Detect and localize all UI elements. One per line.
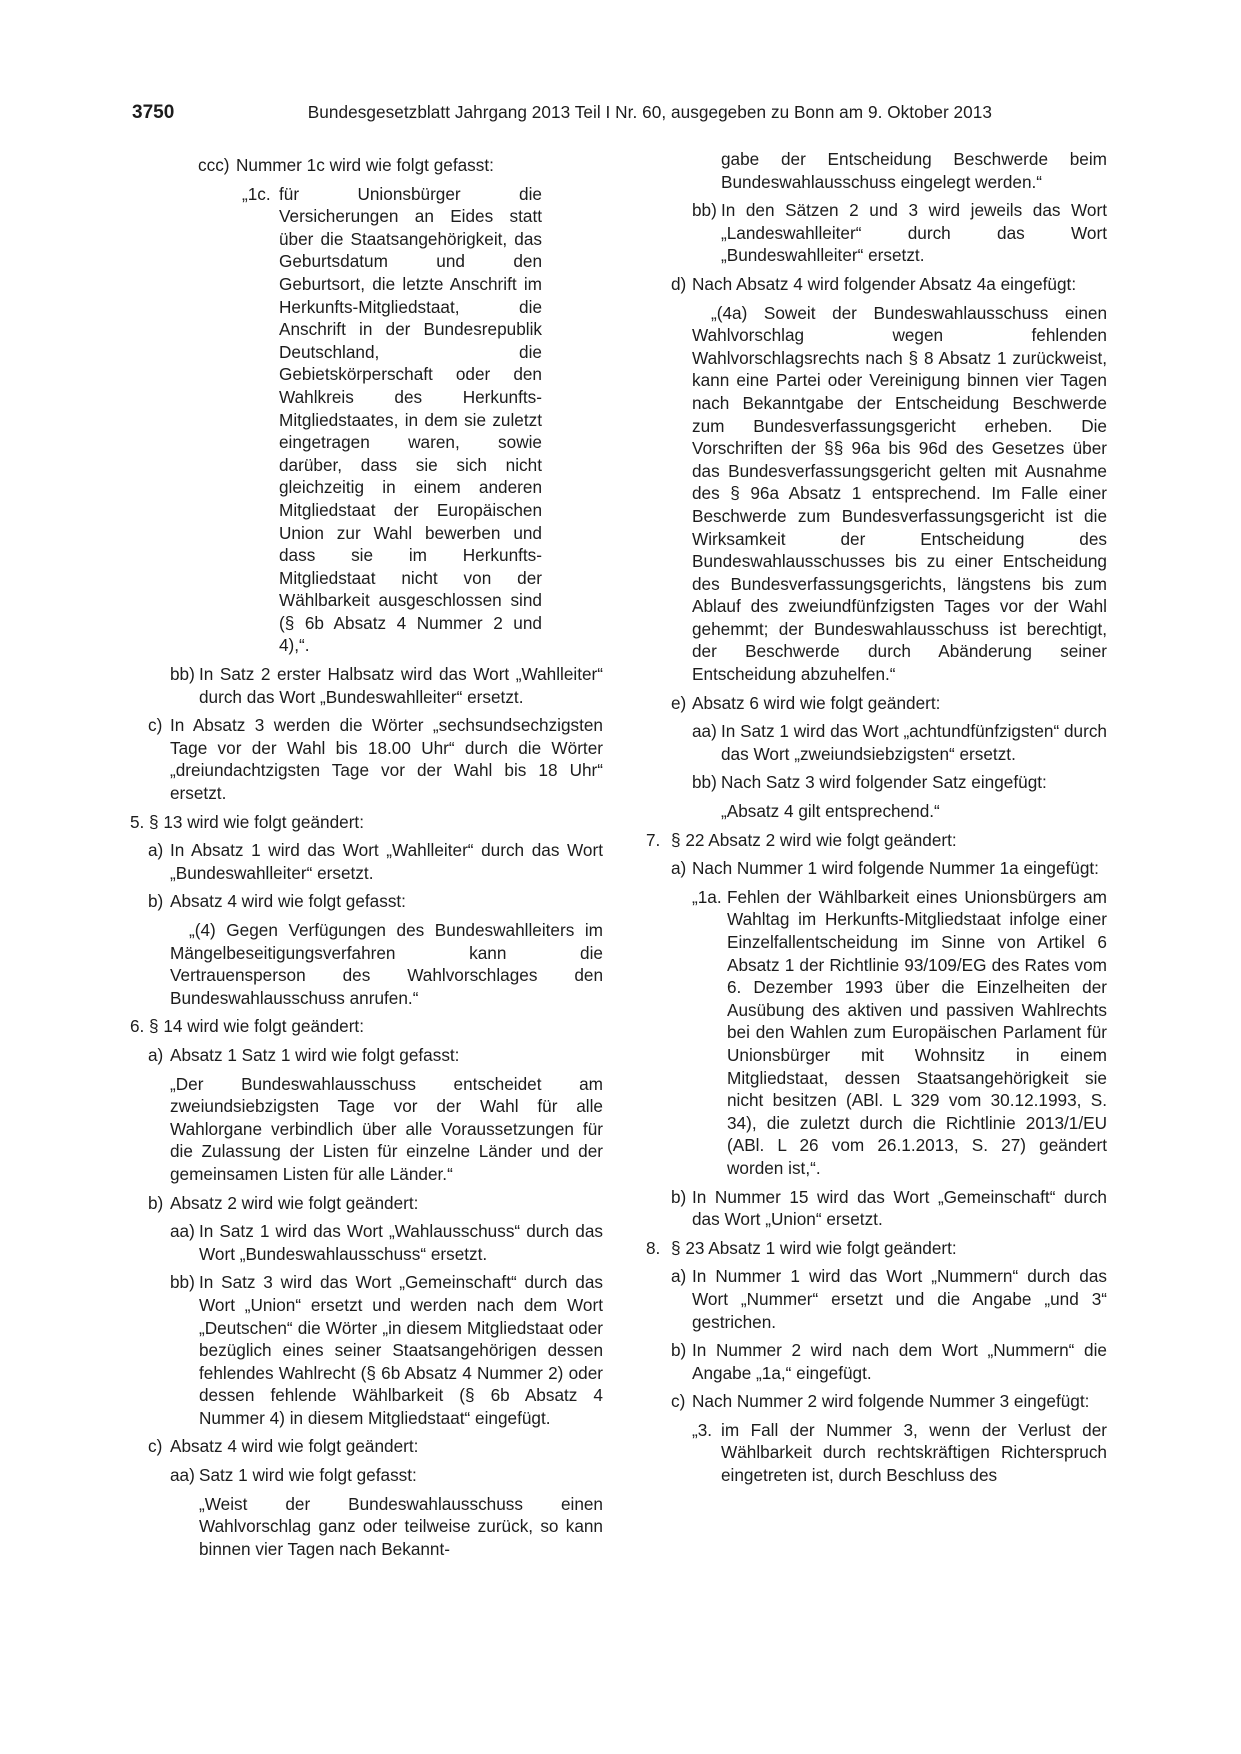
quoted-text: „Weist der Bundeswahlausschuss einen Wahlvorschlag ganz oder teilweise zurück, so kann binnen vier Tagen nach Bekannt-	[199, 1493, 603, 1559]
list-item: 5. § 13 wird wie folgt geändert:	[130, 811, 364, 832]
list-item: a) Absatz 1 Satz 1 wird wie folgt gefasst:	[148, 1044, 460, 1065]
list-item: c) Absatz 4 wird wie folgt geändert:	[148, 1436, 419, 1457]
list-item: aa) In Satz 1 wird das Wort „Wahlausschuss“ durch das Wort „Bundeswahlausschuss“ ersetzt.	[170, 1221, 603, 1264]
gazette-title: Bundesgesetzblatt Jahrgang 2013 Teil I Nr. 60, ausgegeben zu Bonn am 9. Oktober 2013	[307, 102, 992, 122]
list-item: aa) In Satz 1 wird das Wort „achtundfünfzigsten“ durch das Wort „zweiundsiebzigsten“ ersetzt.	[692, 721, 1107, 764]
list-item: ccc) Nummer 1c wird wie folgt gefasst:	[198, 155, 494, 175]
quoted-text: „Absatz 4 gilt entsprechend.“	[721, 801, 940, 822]
list-item: a) In Nummer 1 wird das Wort „Nummern“ durch das Wort „Nummer“ ersetzt und die Angabe „und 3“ gestrichen.	[671, 1266, 1107, 1332]
list-item: b) Absatz 2 wird wie folgt geändert:	[148, 1192, 419, 1213]
quoted-text: „(4) Gegen Verfügungen des Bundeswahlleiters im Mängelbeseitigungsverfahren kann die Vertrauensperson des Wahlvorschlages den Bundeswahlausschuss anrufen.“	[170, 920, 603, 1008]
list-item: aa) Satz 1 wird wie folgt gefasst:	[170, 1465, 417, 1486]
list-item: b) In Nummer 15 wird das Wort „Gemeinschaft“ durch das Wort „Union“ ersetzt.	[671, 1186, 1107, 1230]
quoted-text: „Der Bundeswahlausschuss entscheidet am zweiundsiebzigsten Tage vor der Wahl für alle Wahlorgane verbindlich über alle Voraussetzungen für die Zulassung der Listen für einzelne Länder und der gemeinsamen Listen für alle Länder.“	[170, 1073, 603, 1184]
list-item: c) In Absatz 3 werden die Wörter „sechsundsechzigsten Tage vor der Wahl bis 18.00 Uhr“ durch die Wörter „dreiundachtzigsten Tage vor der Wahl bis 18 Uhr“ ersetzt.	[148, 715, 603, 804]
list-item: c) Nach Nummer 2 wird folgende Nummer 3 eingefügt:	[671, 1391, 1090, 1412]
list-item: 8. § 23 Absatz 1 wird wie folgt geändert:	[646, 1237, 957, 1258]
page-header	[132, 102, 992, 128]
list-item: d) Nach Absatz 4 wird folgender Absatz 4a eingefügt:	[671, 273, 1077, 294]
list-item: e) Absatz 6 wird wie folgt geändert:	[671, 692, 941, 713]
list-item: a) Nach Nummer 1 wird folgende Nummer 1a eingefügt:	[671, 858, 1099, 879]
list-item: bb) In Satz 3 wird das Wort „Gemeinschaft“ durch das Wort „Union“ ersetzt und werden nach dem Wort „Deutschen“ die Wörter „in diesem Mitgliedstaat oder bezüglich eines seiner Staatsangehörigen dessen fehlendes Wahlrecht (§ 6b Absatz 4 Nummer 2) oder dessen fehlende Wählbarkeit (§ 6b Absatz 4 Nummer 4) in diesem Mitgliedstaat“ eingefügt.	[170, 1272, 603, 1428]
left-column	[130, 154, 603, 1566]
list-item: bb) Nach Satz 3 wird folgender Satz eingefügt:	[692, 772, 1047, 793]
list-item: a) In Absatz 1 wird das Wort „Wahlleiter“ durch das Wort „Bundeswahlleiter“ ersetzt.	[148, 840, 603, 883]
list-item: b) Absatz 4 wird wie folgt gefasst:	[148, 891, 406, 912]
list-item: b) In Nummer 2 wird nach dem Wort „Nummern“ die Angabe „1a,“ eingefügt.	[671, 1340, 1107, 1383]
list-item: 7. § 22 Absatz 2 wird wie folgt geändert:	[646, 829, 957, 850]
list-item: 6. § 14 wird wie folgt geändert:	[130, 1016, 364, 1037]
list-item: „1c. für Unionsbürger die Versicherungen an Eides statt über die Staatsangehörigkeit, das Geburtsdatum und den Geburtsort, die letzte Anschrift im Herkunfts-Mitgliedstaat, die Anschrift in der Bundesrepublik Deutschland, die Gebietskörperschaft oder den Wahlkreis des Herkunfts-Mitgliedstaates, in dem sie zuletzt eingetragen waren, sowie darüber, dass sie sich nicht gleichzeitig in einem anderen Mitgliedstaat der Europäischen Union zur Wahl bewerben und dass sie im Herkunfts-Mitgliedstaat nicht von der Wählbarkeit ausgeschlossen sind (§ 6b Absatz 4 Nummer 2 und 4),“.	[242, 183, 542, 656]
list-item: „3. im Fall der Nummer 3, wenn der Verlust der Wählbarkeit durch rechtskräftigen Richterspruch eingetreten ist, durch Beschluss des	[692, 1419, 1107, 1486]
list-item: „1a. Fehlen der Wählbarkeit eines Unionsbürgers am Wahltag im Herkunfts-Mitgliedstaat infolge einer Einzelfallentscheidung im Sinne von Artikel 6 Absatz 1 der Richtlinie 93/109/EG des Rates vom 6. Dezember 1993 über die Einzelheiten der Ausübung des aktiven und passiven Wahlrechts bei den Wahlen zum Europäischen Parlament für Unionsbürger mit Wohnsitz in einem Mitgliedstaat, dessen Staatsangehörigkeit sie nicht besitzen (ABl. L 329 vom 30.12.1993, S. 34), die zuletzt durch die Richtlinie 2013/1/EU (ABl. L 26 vom 26.1.2013, S. 27) geändert worden ist,“.	[692, 886, 1107, 1178]
page-number: 3750	[132, 102, 175, 123]
list-item: bb) In den Sätzen 2 und 3 wird jeweils das Wort „Landeswahlleiter“ durch das Wort „Bundeswahlleiter“ ersetzt.	[692, 200, 1107, 266]
quoted-text: „(4a) Soweit der Bundeswahlausschuss einen Wahlvorschlag wegen fehlenden Wahlvorschlagsrechts nach § 8 Absatz 1 zurückweist, kann eine Partei oder Vereinigung binnen vier Tagen nach Bekanntgabe der Entscheidung Beschwerde zum Bundesverfassungsgericht erheben. Die Vorschriften der §§ 96a bis 96d des Gesetzes über das Bundesverfassungsgericht gelten mit Ausnahme des § 96a Absatz 1 entsprechend. Im Falle einer Beschwerde zum Bundesverfassungsgericht ist die Wirksamkeit der Entscheidung des Bundeswahlausschusses bis zu einer Entscheidung des Bundesverfassungsgerichts, längstens bis zum Ablauf des zweiundfünfzigsten Tages vor der Wahl gehemmt; der Bundeswahlausschuss ist berechtigt, der Beschwerde durch Abänderung seiner Entscheidung abzuhelfen.“	[692, 302, 1107, 685]
quoted-text: gabe der Entscheidung Beschwerde beim Bundeswahlausschuss eingelegt werden.“	[721, 149, 1107, 192]
right-column	[644, 149, 1107, 1493]
list-item: bb) In Satz 2 erster Halbsatz wird das Wort „Wahlleiter“ durch das Wort „Bundeswahlleiter“ ersetzt.	[170, 664, 603, 707]
